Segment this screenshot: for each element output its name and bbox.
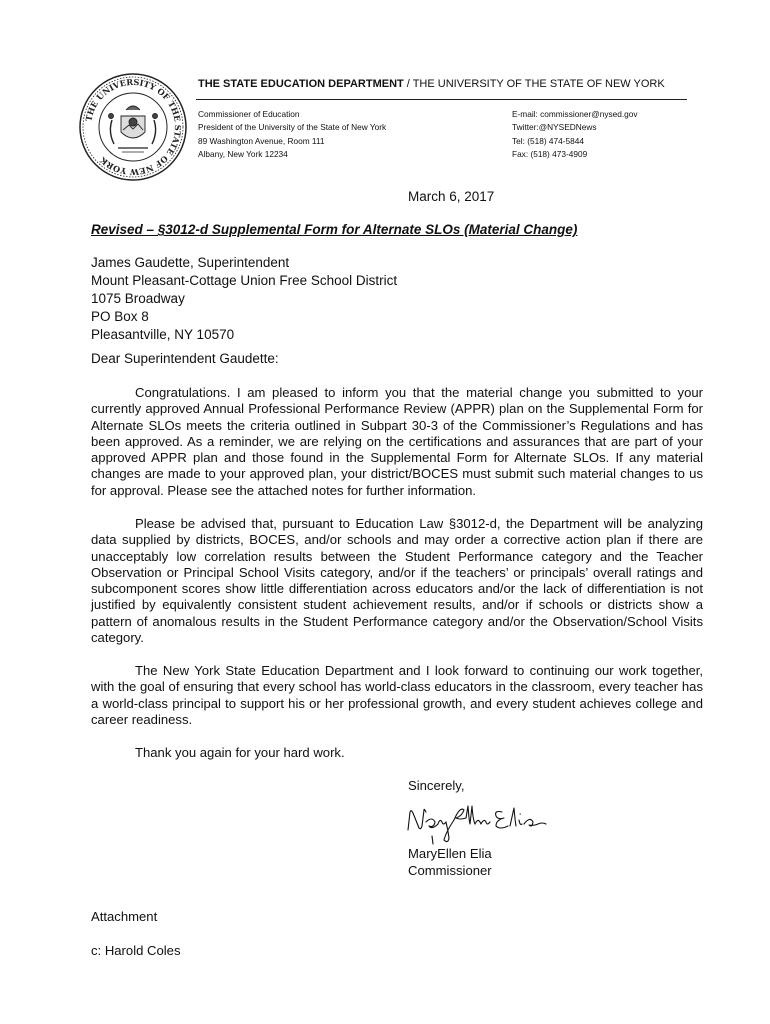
phone-line: Tel: (518) 474-5844 (512, 135, 584, 146)
recipient-line: James Gaudette, Superintendent (91, 255, 290, 270)
university-name: / THE UNIVERSITY OF THE STATE OF NEW YORK (403, 78, 665, 90)
department-name: THE STATE EDUCATION DEPARTMENT (198, 78, 404, 90)
svg-text:THE UNIVERSITY OF THE STATE OF: THE UNIVERSITY OF THE STATE OF NEW YORK (83, 76, 184, 178)
letterhead-title (198, 78, 665, 90)
recipient-address (91, 254, 397, 344)
recipient-line: Pleasantville, NY 10570 (91, 327, 235, 342)
letter-date: March 6, 2017 (408, 189, 495, 204)
commissioner-address-block (198, 108, 386, 161)
body-paragraph: The New York State Education Department and I look forward to continuing our work together, with the goal of ensuring that every school has world-class educators in the classroom, every teacher has a world-class principal to support his or her professional growth, and every student achieves college and career readiness. (91, 663, 703, 727)
body-paragraph: Please be advised that, pursuant to Education Law §3012-d, the Department will be analyzing data supplied by districts, BOCES, and/or schools and may order a corrective action plan if there are unacceptably low correlation results between the Student Performance category and the Teacher Observation or Principal School Visits category, and/or if the teachers’ or principals’ overall ratings and subcomponent scores show little differentiation across educators and/or the lack of differentiation is not justified by equivalently consistent student achievement results, and/or if schools or districts show a pattern of anomalous results in the Student Performance category and/or the Observation/School Visits category. (91, 516, 703, 646)
contact-info-block (512, 108, 638, 161)
address-line: Commissioner of Education (198, 109, 300, 119)
signer-title: Commissioner (408, 863, 492, 878)
letter-subject: Revised – §3012-d Supplemental Form for Alternate SLOs (Material Change) (91, 222, 578, 237)
state-seal-logo (78, 72, 188, 182)
email-line: E-mail: commissioner@nysed.gov (512, 109, 638, 119)
twitter-line: Twitter:@NYSEDNews (512, 122, 597, 133)
fax-line: Fax: (518) 473-4909 (512, 148, 588, 159)
letterhead-divider (196, 99, 687, 100)
signer-name: MaryEllen Elia (408, 846, 492, 861)
cc-line: c: Harold Coles (91, 943, 181, 958)
address-line: President of the University of the State of New York (198, 122, 387, 133)
salutation: Dear Superintendent Gaudette: (91, 351, 279, 366)
address-line: Albany, New York 12234 (198, 148, 288, 159)
recipient-line: PO Box 8 (91, 309, 149, 324)
signer-block (408, 845, 492, 879)
recipient-line: Mount Pleasant-Cottage Union Free School District (91, 273, 398, 288)
body-paragraph: Congratulations. I am pleased to inform you that the material change you submitted to your currently approved Annual Professional Performance Review (APPR) plan on the Supplemental Form for Alternate SLOs meets the criteria outlined in Subpart 30-3 of the Commissioner’s Regulations and has been approved. As a reminder, we are relying on the certifications and assurances that are part of your approved APPR plan and those found in the Supplemental Form for Alternate SLOs. If any material changes are made to your approved plan, your district/BOCES must submit such material changes to us for approval. Please see the attached notes for further information. (91, 385, 703, 498)
closing: Sincerely, (408, 778, 465, 793)
thanks-line: Thank you again for your hard work. (135, 745, 345, 760)
address-line: 89 Washington Avenue, Room 111 (198, 135, 325, 146)
attachment-note: Attachment (91, 909, 158, 924)
recipient-line: 1075 Broadway (91, 291, 185, 306)
handwritten-signature (402, 800, 552, 850)
